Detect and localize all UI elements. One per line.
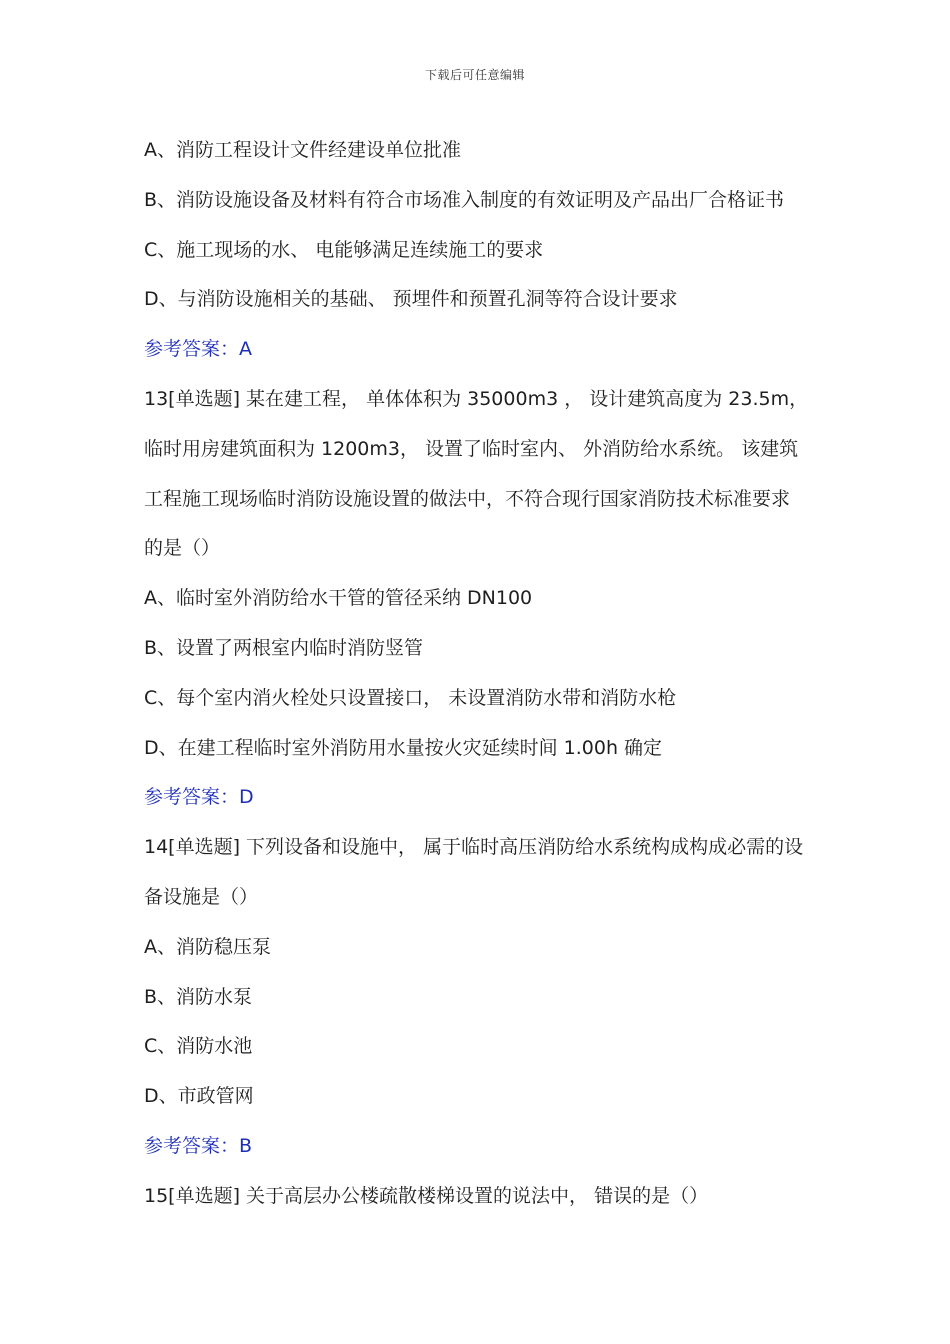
reference-answer: 参考答案：D bbox=[144, 786, 254, 809]
question-13-line: 工程施工现场临时消防设施设置的做法中，不符合现行国家消防技术标准要求 bbox=[144, 487, 791, 510]
option-d-line: D、在建工程临时室外消防用水量按火灾延续时间 1.00h 确定 bbox=[144, 736, 663, 759]
page-header-note: 下载后可任意编辑 bbox=[424, 68, 525, 82]
question-14-line: 14[单选题] 下列设备和设施中， 属于临时高压消防给水系统构成构成必需的设 bbox=[144, 836, 804, 859]
option-a-line: A、临时室外消防给水干管的管径采纳 DN100 bbox=[144, 587, 533, 610]
option-b-line: B、消防水泵 bbox=[144, 985, 253, 1008]
option-c-line: C、每个室内消火栓处只设置接口， 未设置消防水带和消防水枪 bbox=[144, 686, 677, 709]
option-b-line: B、设置了两根室内临时消防竖管 bbox=[144, 636, 424, 659]
option-c-line: C、消防水池 bbox=[144, 1035, 253, 1058]
question-13-line: 临时用房建筑面积为 1200m3， 设置了临时室内、 外消防给水系统。 该建筑 bbox=[144, 437, 799, 460]
question-14-line: 备设施是（） bbox=[144, 885, 259, 908]
question-15-line: 15[单选题] 关于高层办公楼疏散楼梯设置的说法中， 错误的是（） bbox=[144, 1184, 709, 1207]
document-body bbox=[144, 130, 824, 1226]
question-13-line: 13[单选题] 某在建工程， 单体体积为 35000m3 ， 设计建筑高度为 23.5m， bbox=[144, 387, 809, 410]
option-b-line: B、消防设施设备及材料有符合市场准入制度的有效证明及产品出厂合格证书 bbox=[144, 188, 785, 211]
option-d-line: D、市政管网 bbox=[144, 1085, 254, 1108]
option-d-line: D、与消防设施相关的基础、 预埋件和预置孔洞等符合设计要求 bbox=[144, 288, 678, 311]
option-a-line: A、消防稳压泵 bbox=[144, 935, 271, 958]
option-c-line: C、施工现场的水、 电能够满足连续施工的要求 bbox=[144, 238, 544, 261]
reference-answer: 参考答案：A bbox=[144, 338, 252, 361]
reference-answer: 参考答案：B bbox=[144, 1134, 253, 1157]
option-a-line: A、消防工程设计文件经建设单位批准 bbox=[144, 139, 461, 161]
question-13-line: 的是（） bbox=[144, 537, 221, 560]
